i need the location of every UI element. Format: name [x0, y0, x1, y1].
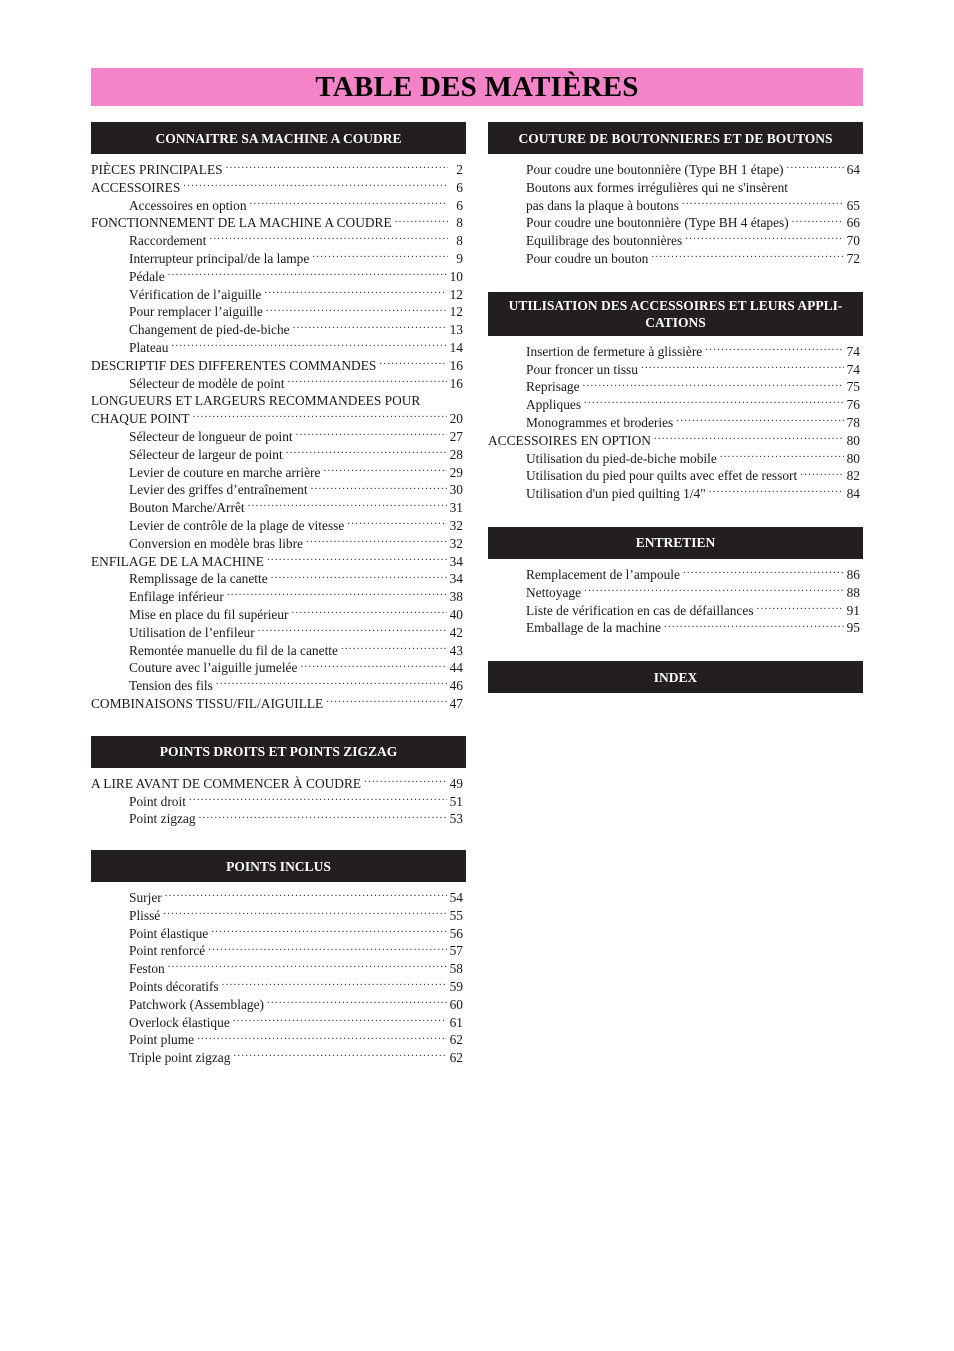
toc-entry-page: 58: [449, 961, 463, 977]
toc-entry-title: Overlock élastique: [129, 1014, 230, 1030]
toc-entry-title: Points décoratifs: [129, 979, 219, 995]
toc-entry-title: Conversion en modèle bras libre: [129, 535, 304, 551]
toc-entry-page: 28: [449, 446, 463, 462]
section-heading: [488, 527, 863, 559]
dot-leader: [258, 625, 447, 637]
toc-entry[interactable]: [488, 378, 863, 396]
toc-section-connaitre-sa-machine-a-coudre: [91, 122, 466, 713]
toc-entry[interactable]: [488, 414, 863, 432]
toc-entry[interactable]: [91, 642, 466, 660]
toc-entry-page: 13: [449, 322, 463, 338]
toc-entry-page: 43: [449, 642, 463, 658]
toc-entry-page: 53: [449, 811, 463, 827]
toc-entry-title: FONCTIONNEMENT DE LA MACHINE A COUDRE: [91, 215, 392, 231]
dot-leader: [250, 198, 448, 210]
toc-entry-page: 38: [449, 589, 463, 605]
toc-entry[interactable]: [91, 1014, 466, 1032]
toc-entry-title: Interrupteur principal/de la lampe: [129, 250, 310, 266]
dot-leader: [165, 890, 447, 902]
toc-entry-title: Changement de pied-de-biche: [129, 322, 290, 338]
toc-entry-title: Patchwork (Assemblage): [129, 996, 264, 1012]
toc-entry-title: Mise en place du fil supérieur: [129, 606, 289, 622]
toc-entry-page: 72: [846, 250, 860, 266]
toc-entry[interactable]: [488, 343, 863, 361]
section-heading: [91, 736, 466, 768]
toc-entry-title: Utilisation du pied-de-biche mobile: [526, 450, 717, 466]
toc-entry[interactable]: [91, 517, 466, 535]
toc-entry-page: 32: [449, 535, 463, 551]
toc-entry[interactable]: [91, 659, 466, 677]
dot-leader: [286, 447, 447, 459]
dot-leader: [287, 376, 446, 388]
dot-leader: [193, 411, 447, 423]
toc-entry-page: 8: [456, 233, 463, 249]
toc-entry-title: Sélecteur de modèle de point: [129, 375, 285, 391]
toc-entry-title: Raccordement: [129, 233, 207, 249]
toc-entry-title: Remontée manuelle du fil de la canette: [129, 642, 338, 658]
dot-leader: [654, 433, 844, 445]
dot-leader: [227, 589, 447, 601]
toc-entry-page: 16: [449, 375, 463, 391]
toc-entry[interactable]: [91, 446, 466, 464]
toc-entry[interactable]: [91, 624, 466, 642]
toc-entry-title: Point renforcé: [129, 943, 206, 959]
dot-leader: [792, 215, 844, 227]
toc-entry[interactable]: [91, 375, 466, 393]
toc-entry[interactable]: [91, 303, 466, 321]
section-heading-text: POINTS DROITS ET POINTS ZIGZAG: [159, 744, 398, 760]
toc-entry-title: PIÈCES PRINCIPALES: [91, 162, 223, 177]
toc-entry[interactable]: [488, 250, 863, 268]
toc-entry-title: Boutons aux formes irrégulières qui ne s'insèrent: [526, 179, 788, 195]
toc-entry-title: Plissé: [129, 907, 161, 923]
toc-entry-title: Insertion de fermeture à glissière: [526, 343, 703, 359]
toc-entry-title: Point zigzag: [129, 811, 196, 827]
toc-entry-page: 88: [846, 584, 860, 600]
toc-entry[interactable]: [488, 396, 863, 414]
dot-leader: [300, 660, 446, 672]
toc-entry-title: Sélecteur de longueur de point: [129, 428, 293, 444]
toc-entry[interactable]: [91, 1031, 466, 1049]
dot-leader: [395, 215, 448, 227]
toc-entry-title: Plateau: [129, 339, 169, 355]
toc-entry[interactable]: [91, 606, 466, 624]
toc-entry[interactable]: [91, 978, 466, 996]
toc-entry[interactable]: [488, 214, 863, 232]
toc-entry-title: Point plume: [129, 1032, 195, 1048]
toc-entry-title: pas dans la plaque à boutons: [526, 197, 679, 213]
toc-entry-title: Remplissage de la canette: [129, 571, 268, 587]
toc-entry-title: Feston: [129, 961, 165, 977]
dot-leader: [800, 468, 843, 480]
toc-entry[interactable]: [91, 197, 466, 215]
toc-entry-title: Equilibrage des boutonnières: [526, 233, 683, 249]
dot-leader: [326, 696, 446, 708]
toc-entry-page: 27: [449, 428, 463, 444]
toc-entry-page: 57: [449, 943, 463, 959]
toc-section-points-droits-et-points-zigzag: [91, 736, 466, 828]
toc-entry-page: 66: [846, 215, 860, 231]
section-heading-text: ENTRETIEN: [635, 535, 716, 551]
toc-entry-page: 56: [449, 925, 463, 941]
toc-entry[interactable]: [91, 428, 466, 446]
toc-entry-title: Remplacement de l’ampoule: [526, 566, 680, 582]
toc-entry-title: Levier de contrôle de la plage de vitesse: [129, 517, 345, 533]
toc-entry-page: 76: [846, 397, 860, 413]
toc-entry[interactable]: [91, 1049, 466, 1067]
title-banner: [91, 68, 863, 106]
toc-entry-page: 78: [846, 414, 860, 430]
toc-entry[interactable]: [91, 695, 466, 713]
right-column: [488, 122, 863, 693]
toc-entry[interactable]: [91, 232, 466, 250]
toc-entry-page: 34: [449, 553, 463, 569]
dot-leader: [208, 943, 446, 955]
toc-entry-page: 91: [846, 602, 860, 618]
toc-entry-title: Sélecteur de largeur de point: [129, 446, 283, 462]
dot-leader: [197, 1032, 447, 1044]
toc-section-entretien: [488, 527, 863, 637]
page-title: TABLE DES MATIÈRES: [315, 70, 639, 103]
toc-entry[interactable]: [91, 677, 466, 695]
toc-entry-title: Pour coudre une boutonnière (Type BH 1 étape): [526, 162, 784, 177]
toc-entry-title: Vérification de l’aiguille: [129, 286, 262, 302]
toc-entry-title: Couture avec l’aiguille jumelée: [129, 660, 298, 676]
toc-entry-page: 46: [449, 678, 463, 694]
dot-leader: [685, 233, 843, 245]
toc-section-utilisation-des-accessoires-et-leurs-app: [488, 292, 863, 503]
toc-entry[interactable]: [91, 179, 466, 197]
toc-entry-title: ACCESSOIRES EN OPTION: [488, 432, 651, 448]
toc-entry-page: 55: [449, 907, 463, 923]
toc-entry-page: 30: [449, 482, 463, 498]
toc-entry-title: Liste de vérification en cas de défaillances: [526, 602, 754, 618]
dot-leader: [271, 571, 447, 583]
toc-entry-title: Emballage de la machine: [526, 620, 661, 636]
toc-entry-page: 95: [846, 620, 860, 636]
dot-leader: [226, 162, 448, 174]
toc-entry-title: Surjer: [129, 890, 162, 906]
toc-entries: [91, 154, 466, 713]
toc-entry-title: COMBINAISONS TISSU/FIL/AIGUILLE: [91, 695, 324, 711]
toc-entry[interactable]: [91, 810, 466, 828]
toc-entry-page: 84: [846, 486, 860, 502]
left-column: [91, 122, 466, 1067]
toc-entry[interactable]: [91, 588, 466, 606]
toc-entry-page: 8: [456, 215, 463, 231]
toc-entry-title: LONGUEURS ET LARGEURS RECOMMANDEES POUR: [91, 393, 421, 409]
toc-entry-page: 60: [449, 996, 463, 1012]
toc-entry-page: 54: [449, 890, 463, 906]
dot-leader: [311, 482, 447, 494]
toc-entry-title: Pour remplacer l’aiguille: [129, 304, 263, 320]
dot-leader: [709, 486, 844, 498]
toc-entry-title: Enfilage inférieur: [129, 589, 224, 605]
toc-entry[interactable]: [488, 361, 863, 379]
toc-entry-page: 34: [449, 571, 463, 587]
toc-entry-page: 20: [449, 411, 463, 427]
section-heading: [91, 122, 466, 154]
dot-leader: [168, 269, 447, 281]
section-heading-text: COUTURE DE BOUTONNIERES ET DE BOUTONS: [518, 130, 833, 146]
toc-entry-page: 86: [846, 566, 860, 582]
dot-leader: [705, 344, 843, 356]
toc-entry-page: 12: [449, 304, 463, 320]
toc-entry[interactable]: [91, 775, 466, 793]
dot-leader: [306, 536, 447, 548]
toc-entry-title: Point droit: [129, 793, 186, 809]
toc-entry[interactable]: [488, 485, 863, 503]
dot-leader: [323, 465, 446, 477]
toc-entry-page: 80: [846, 450, 860, 466]
toc-entry-title: Pédale: [129, 268, 165, 284]
toc-entry[interactable]: [91, 889, 466, 907]
dot-leader: [216, 678, 447, 690]
dot-leader: [292, 607, 447, 619]
toc-section-couture-de-boutonnieres-et-de-boutons: [488, 122, 863, 268]
toc-entry[interactable]: [488, 432, 863, 450]
toc-entry-page: 31: [449, 500, 463, 516]
toc-entry-page: 62: [449, 1050, 463, 1066]
toc-entry-page: 82: [846, 468, 860, 484]
toc-entry-title: Accessoires en option: [129, 197, 247, 213]
toc-entry[interactable]: [488, 450, 863, 468]
toc-entry[interactable]: [91, 250, 466, 268]
dot-leader: [266, 304, 447, 316]
toc-entry[interactable]: [91, 410, 466, 428]
toc-entry[interactable]: [91, 570, 466, 588]
dot-leader: [293, 322, 447, 334]
toc-entry[interactable]: [91, 535, 466, 553]
toc-entry-title: ENFILAGE DE LA MACHINE: [91, 553, 264, 569]
section-heading: [488, 661, 863, 693]
toc-entry-page: 61: [449, 1014, 463, 1030]
dot-leader: [163, 908, 446, 920]
toc-entry-title: Levier des griffes d’entraînement: [129, 482, 308, 498]
section-heading-text: POINTS INCLUS: [226, 858, 331, 874]
toc-entry[interactable]: [91, 793, 466, 811]
dot-leader: [664, 620, 844, 632]
dot-leader: [199, 811, 447, 823]
dot-leader: [296, 429, 447, 441]
toc-entry[interactable]: [488, 232, 863, 250]
toc-entry[interactable]: [91, 925, 466, 943]
toc-entry-page: 2: [456, 162, 463, 177]
toc-entry-title: Utilisation du pied pour quilts avec effet de ressort: [526, 468, 798, 484]
toc-entry[interactable]: [91, 286, 466, 304]
toc-entry-page: 59: [449, 979, 463, 995]
toc-entries: [488, 559, 863, 637]
toc-entry[interactable]: [488, 619, 863, 637]
toc-entry[interactable]: [488, 161, 863, 179]
toc-entry[interactable]: [91, 499, 466, 517]
toc-entry-title: Levier de couture en marche arrière: [129, 464, 321, 480]
dot-leader: [347, 518, 446, 530]
dot-leader: [248, 500, 447, 512]
dot-leader: [584, 397, 844, 409]
toc-entry-title: Pour coudre un bouton: [526, 250, 649, 266]
toc-entry-page: 74: [846, 361, 860, 377]
toc-entry-title: Tension des fils: [129, 678, 213, 694]
toc-entry[interactable]: [488, 584, 863, 602]
dot-leader: [583, 379, 844, 391]
toc-entry-page: 44: [449, 660, 463, 676]
toc-entries: [488, 336, 863, 503]
toc-entry-page: 29: [449, 464, 463, 480]
toc-entry-title: Triple point zigzag: [129, 1050, 231, 1066]
toc-entry-title: A LIRE AVANT DE COMMENCER À COUDRE: [91, 775, 362, 791]
toc-entries: [91, 882, 466, 1067]
dot-leader: [267, 554, 447, 566]
toc-entry-title: Utilisation de l’enfileur: [129, 624, 255, 640]
dot-leader: [682, 198, 844, 210]
dot-leader: [683, 567, 844, 579]
toc-entry-page: 32: [449, 517, 463, 533]
toc-entry-title: Reprisage: [526, 379, 580, 395]
toc-entry-page: 75: [846, 379, 860, 395]
toc-entry-title: DESCRIPTIF DES DIFFERENTES COMMANDES: [91, 357, 377, 373]
dot-leader: [641, 362, 844, 374]
dot-leader: [584, 585, 844, 597]
toc-entry-page: 51: [449, 793, 463, 809]
toc-entry-page: 10: [449, 268, 463, 284]
dot-leader: [787, 162, 844, 174]
toc-entry[interactable]: [91, 161, 466, 179]
toc-section-points-inclus: [91, 850, 466, 1067]
dot-leader: [423, 393, 448, 405]
toc-entry[interactable]: [91, 996, 466, 1014]
toc-entry-page: 49: [449, 775, 463, 791]
toc-entry-title: Nettoyage: [526, 584, 582, 600]
toc-entry-title: CHAQUE POINT: [91, 411, 190, 427]
toc-entry-title: Point élastique: [129, 925, 209, 941]
toc-entry-page: 6: [456, 179, 463, 195]
dot-leader: [168, 961, 447, 973]
dot-leader: [651, 251, 843, 263]
toc-section-index: [488, 661, 863, 693]
dot-leader: [189, 794, 447, 806]
toc-entry-page: 74: [846, 343, 860, 359]
toc-entry[interactable]: [91, 553, 466, 571]
toc-entries: [91, 768, 466, 828]
dot-leader: [211, 926, 446, 938]
dot-leader: [264, 287, 446, 299]
toc-entry-page: 6: [456, 197, 463, 213]
section-heading-text: UTILISATION DES ACCESSOIRES ET LEURS APPLI-CATIONS: [508, 297, 843, 330]
toc-entry-title: Bouton Marche/Arrêt: [129, 500, 245, 516]
toc-entry[interactable]: [488, 602, 863, 620]
toc-entry-title: Pour froncer un tissu: [526, 361, 638, 377]
toc-entry-title: Utilisation d'un pied quilting 1/4": [526, 486, 706, 502]
dot-leader: [183, 180, 448, 192]
dot-leader: [312, 251, 448, 263]
toc-entry[interactable]: [488, 179, 863, 197]
toc-entry-title: Monogrammes et broderies: [526, 414, 674, 430]
dot-leader: [364, 776, 447, 788]
section-heading: [91, 850, 466, 882]
toc-entry-page: 9: [456, 250, 463, 266]
toc-entry-page: 65: [846, 197, 860, 213]
toc-entry[interactable]: [488, 467, 863, 485]
dot-leader: [171, 340, 446, 352]
toc-entry-page: 64: [846, 162, 860, 177]
toc-entry-page: 47: [449, 695, 463, 711]
toc-entry[interactable]: [91, 321, 466, 339]
toc-entry-page: 70: [846, 233, 860, 249]
toc-entry[interactable]: [488, 566, 863, 584]
toc-entry[interactable]: [91, 464, 466, 482]
dot-leader: [233, 1050, 446, 1062]
section-heading-text: CONNAITRE SA MACHINE A COUDRE: [155, 130, 402, 146]
toc-entry[interactable]: [91, 907, 466, 925]
dot-leader: [791, 180, 845, 192]
dot-leader: [222, 979, 447, 991]
toc-entry[interactable]: [91, 942, 466, 960]
dot-leader: [233, 1015, 447, 1027]
toc-entry-page: 12: [449, 286, 463, 302]
toc-entry[interactable]: [91, 481, 466, 499]
toc-entry-page: 42: [449, 624, 463, 640]
section-heading: [488, 122, 863, 154]
toc-entries: [488, 154, 863, 268]
toc-entry[interactable]: [91, 268, 466, 286]
dot-leader: [720, 451, 844, 463]
dot-leader: [757, 603, 844, 615]
toc-entry-title: Appliques: [526, 397, 582, 413]
toc-entry-page: 80: [846, 432, 860, 448]
toc-entry[interactable]: [91, 214, 466, 232]
toc-entry[interactable]: [91, 392, 466, 410]
section-heading: [488, 292, 863, 336]
section-heading-text: INDEX: [653, 669, 698, 685]
toc-entry-page: 16: [449, 357, 463, 373]
dot-leader: [209, 233, 448, 245]
toc-entry[interactable]: [91, 339, 466, 357]
toc-entry[interactable]: [488, 197, 863, 215]
toc-entry-title: Pour coudre une boutonnière (Type BH 4 étapes): [526, 215, 789, 231]
toc-entry-title: ACCESSOIRES: [91, 179, 181, 195]
dot-leader: [676, 415, 843, 427]
dot-leader: [341, 643, 447, 655]
dot-leader: [267, 997, 447, 1009]
toc-entry[interactable]: [91, 357, 466, 375]
toc-entry-page: 40: [449, 606, 463, 622]
dot-leader: [379, 358, 446, 370]
toc-entry-page: 62: [449, 1032, 463, 1048]
toc-entry-page: 14: [449, 339, 463, 355]
toc-entry[interactable]: [91, 960, 466, 978]
